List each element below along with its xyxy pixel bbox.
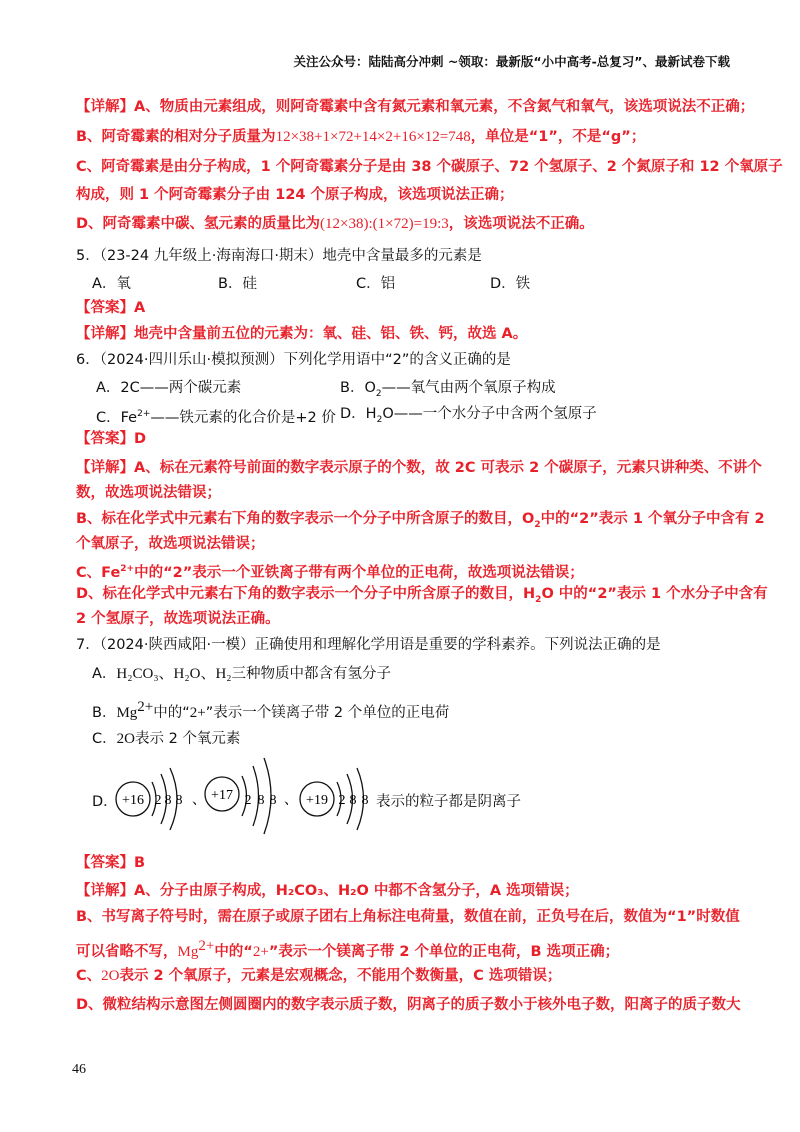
q7-option-c: C．2O表示 2 个氧元素: [92, 731, 241, 747]
q5-answer: 【答案】A: [76, 300, 146, 316]
q7-option-d-label: D．: [92, 794, 118, 810]
nucleus-charge-3: +19: [306, 793, 328, 808]
diagram-separator-2: 、: [284, 793, 298, 808]
shell-electrons-1-1: 2: [154, 793, 162, 808]
shell-electrons-3-3: 8: [361, 793, 369, 808]
q6-option-c: C．$Fe^{2+}——$铁元素的化合价是+2 价: [96, 409, 336, 426]
nucleus-charge-2: +17: [211, 788, 233, 803]
q6-option-d: D．$H_2O——$一个水分子中含两个氢原子: [340, 406, 597, 425]
atom-diagram-3: [300, 768, 369, 830]
q6-detail-a2: 数，故选项说法错误；: [76, 485, 221, 501]
q7-detail-d: D、微粒结构示意图左侧圆圈内的数字表示质子数，阴离子的质子数小于核外电子数，阳离子的质子数大: [76, 997, 741, 1013]
q4-mass-ratio-formula: (12×38):(1×72)=19:3: [320, 216, 449, 232]
q4-detail-c1: C、阿奇霉素是由分子构成，1 个阿奇霉素分子是由 38 个碳原子、72 个氢原子、2 个氮原子和 12 个氧原子: [76, 159, 783, 175]
q6-detail-b1: B、标在化学式中元素右下角的数字表示一个分子中所含原子的数目，$O_2$中的“2”表示 1 个氧分子中含有 2: [76, 511, 765, 530]
q5-option-d: D．铁: [490, 276, 531, 292]
q6-stem: 6．（2024·四川乐山·模拟预测）下列化学用语中“2”的含义正确的是: [76, 352, 511, 368]
q7-detail-b1: B、书写离子符号时，需在原子或原子团右上角标注电荷量，数值在前，正负号在后，数值为“1”时数值: [76, 909, 740, 925]
q7-stem: 7．（2024·陕西咸阳·一模）正确使用和理解化学用语是重要的学科素养。下列说法正确的是: [76, 637, 661, 653]
atom-diagram-1: [116, 768, 183, 830]
q6-answer: 【答案】D: [76, 431, 147, 447]
q4-detail-b: B、阿奇霉素的相对分子质量为12×38+1×72+14×2+16×12=748，单位是“1”，不是“g”；: [76, 129, 646, 145]
q4-molar-mass-formula: 12×38+1×72+14×2+16×12=748: [275, 129, 471, 145]
q6-detail-a1: 【详解】A、标在元素符号前面的数字表示原子的个数，故 2C 可表示 2 个碳原子，元素只讲种类、不讲个: [76, 460, 762, 476]
q6-detail-b2: 个氧原子，故选项说法错误；: [76, 536, 265, 552]
shell-electrons-3-2: 8: [349, 793, 357, 808]
shell-electrons-2-3: 8: [269, 793, 277, 808]
q4-detail-a: 【详解】A、物质由元素组成，则阿奇霉素中含有氮元素和氧元素，不含氮气和氧气，该选项说法不正确；: [76, 99, 755, 115]
q6-detail-d1: D、标在化学式中元素右下角的数字表示一个分子中所含原子的数目，$H_2O$ 中的“2”表示 1 个水分子中含有: [76, 586, 768, 605]
shell-electrons-2-1: 2: [244, 793, 252, 808]
shell-electrons-2-2: 8: [257, 793, 265, 808]
q5-option-c: C．铝: [356, 276, 396, 292]
q5-option-a: A．氧: [92, 276, 131, 292]
q7-detail-a: 【详解】A、分子由原子构成，H₂CO₃、H₂O 中都不含氢分子，A 选项错误；: [76, 883, 579, 899]
nucleus-charge-1: +16: [122, 793, 144, 808]
q7-option-a: A．H₂CO₃、H₂O、H₂三种物质中都含有氢分子: [92, 666, 392, 682]
q5-stem: 5．（23-24 九年级上·海南海口·期末）地壳中含量最多的元素是: [76, 248, 482, 264]
q4-detail-c2: 构成，则 1 个阿奇霉素分子由 124 个原子构成，该选项说法正确；: [76, 187, 514, 203]
q5-option-b: B．硅: [218, 276, 257, 292]
page-header: 关注公众号：陆陆高分冲刺 ~领取：最新版“小中高考-总复习”、最新试卷下载: [293, 54, 730, 69]
q7-option-a-formulas: H₂CO₃、H₂O、H₂: [116, 666, 232, 682]
q7-option-b: B．$Mg^{2+}$中的“2+”表示一个镁离子带 2 个单位的正电荷: [92, 699, 450, 721]
atom-diagram-2: [205, 758, 277, 834]
q6-detail-c: C、$Fe^{2+}$中的“2”表示一个亚铁离子带有两个单位的正电荷，故选项说法错误；: [76, 564, 584, 581]
q7-detail-c: C、2O表示 2 个氧原子，元素是宏观概念，不能用个数衡量，C 选项错误；: [76, 968, 562, 984]
q7-detail-b2: 可以省略不写，$Mg^{2+}$中的“2+”表示一个镁离子带 2 个单位的正电荷，B 选项正确；: [76, 938, 620, 960]
shell-electrons-1-3: 8: [175, 793, 183, 808]
page-number: 46: [72, 1062, 86, 1077]
q7-answer: 【答案】B: [76, 855, 146, 871]
q6-detail-d2: 2 个氢原子，故选项说法正确。: [76, 611, 280, 627]
q4-detail-d: D、阿奇霉素中碳、氢元素的质量比为(12×38):(1×72)=19:3，该选项说法不正确。: [76, 216, 594, 232]
shell-electrons-1-2: 8: [164, 793, 172, 808]
q7-atom-diagrams: [112, 752, 382, 844]
q5-detail: 【详解】地壳中含量前五位的元素为：氧、硅、铝、铁、钙，故选 A。: [76, 326, 528, 342]
q7-option-d-text: 表示的粒子都是阴离子: [376, 794, 521, 810]
q6-option-a: A．2C——两个碳元素: [96, 380, 242, 396]
shell-electrons-3-1: 2: [338, 793, 346, 808]
diagram-separator-1: 、: [192, 793, 206, 808]
q6-option-b: B．$O_2——$氧气由两个氧原子构成: [340, 380, 556, 399]
